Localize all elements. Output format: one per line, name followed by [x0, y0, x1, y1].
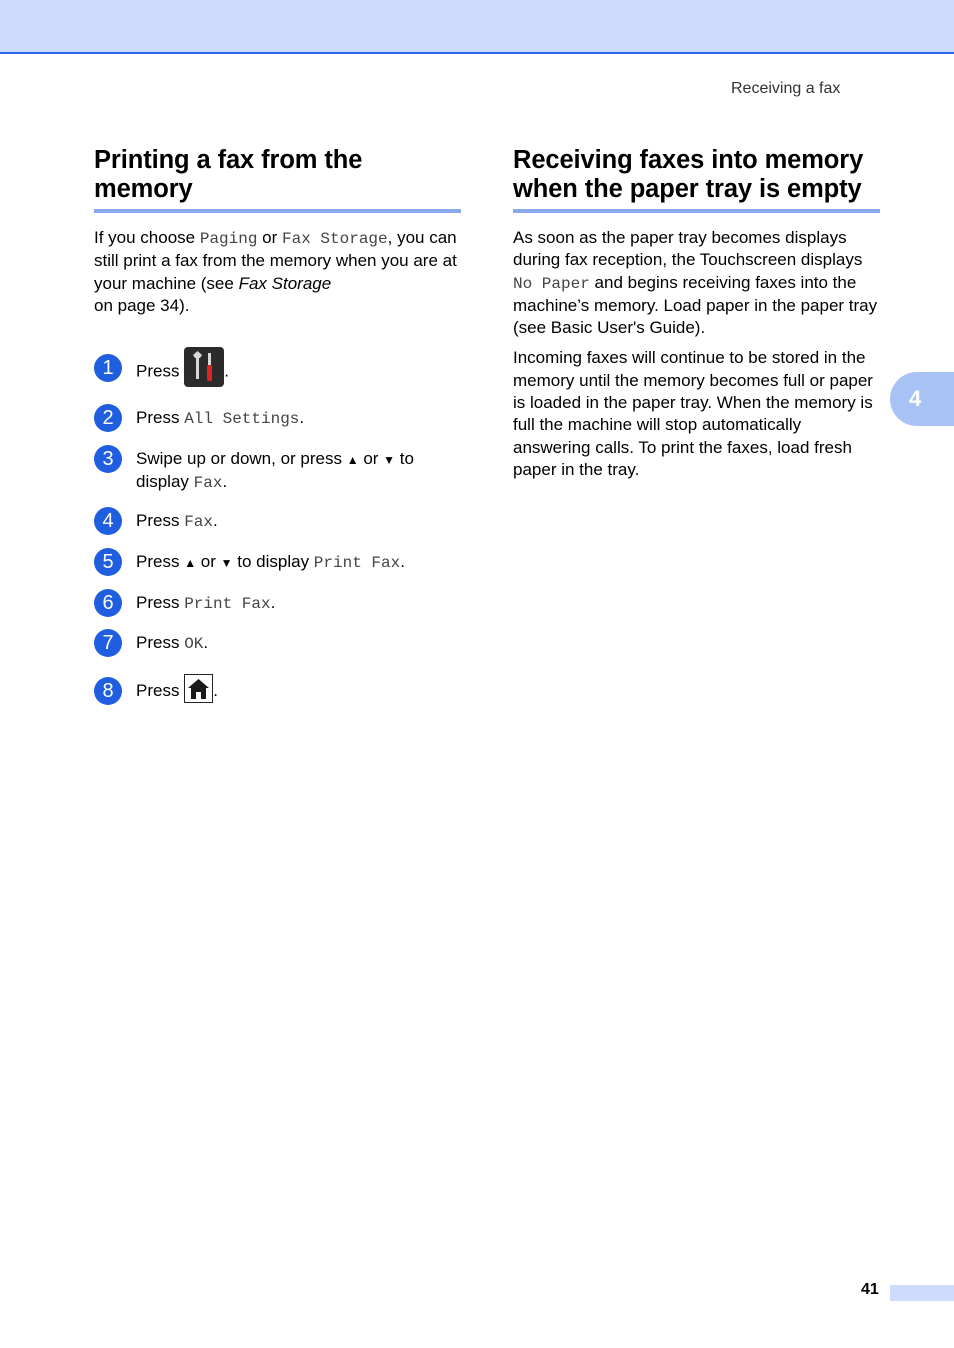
top-header-band: [0, 0, 954, 54]
step-text-part: to display: [136, 449, 414, 492]
menu-ok: OK: [184, 635, 204, 654]
step-text-part: Swipe up or down, or press: [136, 449, 347, 469]
step-number-badge: 5: [94, 548, 122, 576]
step-text: [136, 357, 466, 387]
step-text-part: Press: [136, 633, 185, 653]
paper-empty-paragraph: [513, 227, 880, 339]
incoming-faxes-paragraph: Incoming faxes will continue to be stored in the memory until the memory becomes full or paper is loaded in the paper tray. When the memory is full the machine will stop automatically answering calls. To print the faxes, load fresh paper in the tray.: [513, 348, 873, 479]
right-column: [513, 146, 880, 481]
heading-rule: [94, 209, 461, 213]
heading-line-1: Receiving faxes into memory: [513, 146, 864, 174]
step-text-part: or: [196, 552, 221, 572]
step-text-part: .: [299, 408, 305, 428]
steps-list: [94, 354, 461, 734]
menu-fax: Fax: [193, 474, 223, 493]
step-number-badge: 2: [94, 404, 122, 432]
step-text-part: .: [203, 633, 209, 653]
step-number-badge: 8: [94, 677, 122, 705]
step-text-part: to display: [232, 552, 314, 572]
display-no-paper: No Paper: [513, 274, 590, 293]
step-text-part: .: [213, 681, 218, 701]
heading-line-2: when the paper tray is empty: [513, 175, 862, 203]
footer-bar: [890, 1285, 954, 1301]
menu-all-settings: All Settings: [184, 410, 300, 429]
cross-reference: Fax Storage: [238, 273, 332, 293]
arrow-down-icon: ▼: [383, 453, 396, 468]
step-text: [136, 407, 466, 430]
menu-print-fax: Print Fax: [313, 554, 401, 573]
step-text-part: Press: [136, 361, 185, 381]
intro-paragraph: [94, 227, 461, 317]
step-number-badge: 3: [94, 445, 122, 473]
step-text-part: or: [358, 449, 384, 469]
step-text: [136, 448, 466, 495]
step-number-badge: 4: [94, 507, 122, 535]
left-column: [94, 146, 461, 734]
menu-fax: Fax: [184, 513, 213, 532]
chapter-tab: 4: [890, 372, 954, 426]
step-text-part: Press: [136, 511, 185, 531]
step-text-part: Press: [136, 408, 185, 428]
section-heading-receiving: [513, 146, 880, 204]
heading-line-2: memory: [94, 175, 193, 203]
intro-text-3: , you can still print a fax from the memory when you are at your machine (see: [94, 228, 457, 293]
step-text: [136, 592, 466, 615]
arrow-up-icon: ▲: [346, 453, 359, 468]
intro-text-2: or: [257, 228, 283, 247]
intro-text-1: If you choose: [94, 228, 200, 247]
step-number-badge: 1: [94, 354, 122, 382]
menu-fax-storage: Fax Storage: [282, 230, 388, 248]
step-text-part: Press: [136, 552, 185, 572]
paragraph-text-1: As soon as the paper tray becomes displays during fax reception, the Touchscreen displays: [513, 228, 863, 270]
menu-print-fax: Print Fax: [184, 595, 271, 614]
arrow-up-icon: ▲: [184, 556, 197, 571]
home-icon: [184, 674, 213, 703]
step-text-part: .: [222, 472, 228, 492]
step-text: [136, 551, 466, 574]
paragraph-text-2: and begins receiving faxes into the machine’s memory. Load paper in the paper tray (see Basic User's Guide).: [513, 272, 878, 338]
section-heading-printing: [94, 146, 461, 204]
page-number: 41: [861, 1281, 879, 1298]
intro-text-4: on page 34).: [94, 295, 190, 315]
step-number-badge: 6: [94, 589, 122, 617]
running-header-title: Receiving a fax: [731, 80, 841, 97]
step-text: [136, 632, 466, 655]
step-text-part: .: [224, 361, 229, 381]
step-text-part: .: [270, 593, 276, 613]
step-text: [136, 680, 466, 703]
step-text: [136, 510, 466, 533]
heading-line-1: Printing a fax from the: [94, 146, 363, 174]
settings-tools-icon: [184, 347, 224, 387]
heading-rule: [513, 209, 880, 213]
menu-paging: Paging: [199, 230, 258, 248]
step-text-part: Press: [136, 681, 185, 701]
arrow-down-icon: ▼: [220, 556, 233, 571]
step-text-part: .: [213, 511, 218, 531]
step-number-badge: 7: [94, 629, 122, 657]
step-text-part: Press: [136, 593, 185, 613]
step-text-part: .: [400, 552, 405, 572]
